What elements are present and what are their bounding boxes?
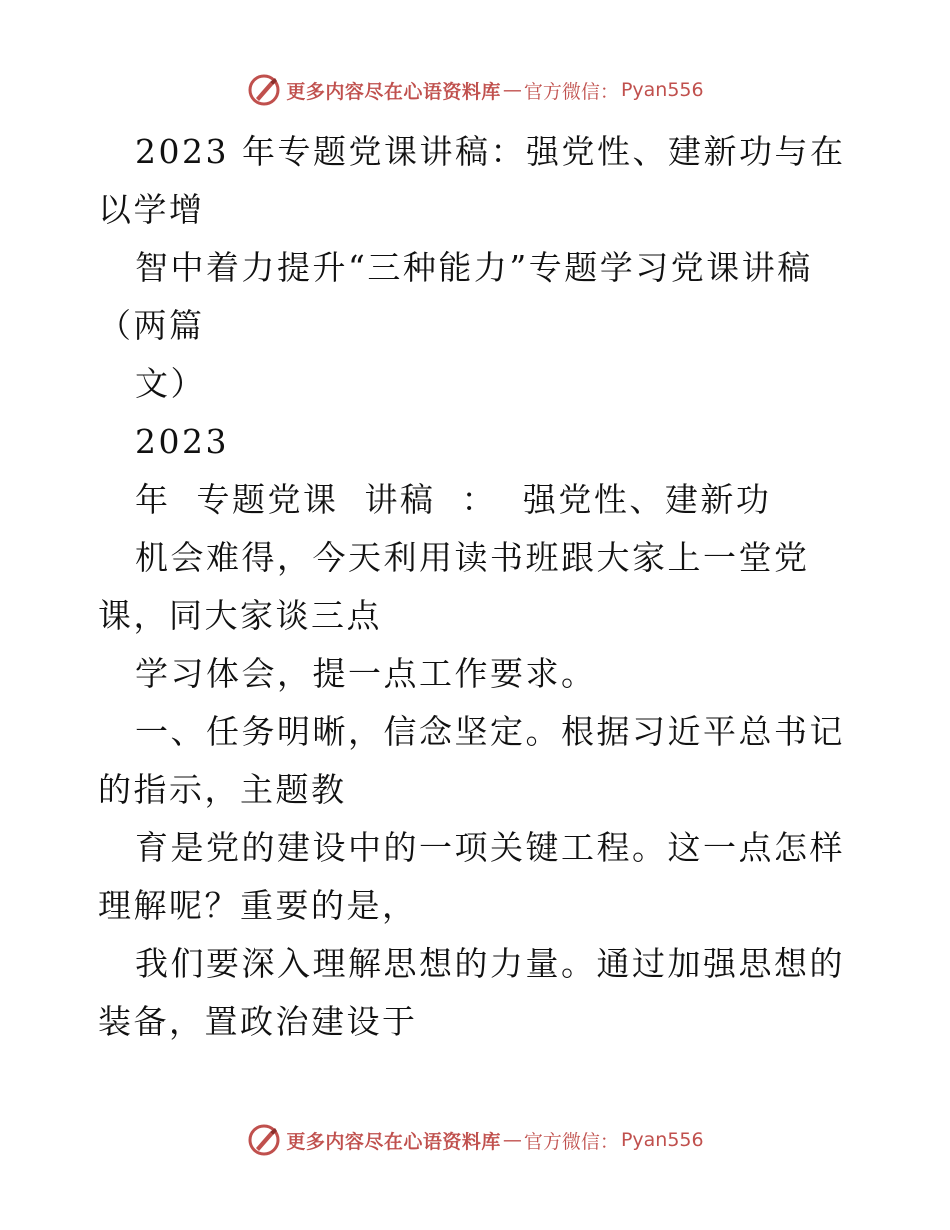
watermark-handle: Pyan556 [620, 79, 704, 101]
watermark-separator: — [502, 1129, 522, 1151]
paragraph: 文） [135, 364, 206, 403]
paragraph: 学习体会，提一点工作要求。 [135, 654, 597, 693]
header-watermark [0, 70, 950, 110]
paragraph: 我们要深入理解思想的力量。通过加强思想的装备，置政治建设于 [98, 944, 845, 1041]
document-body [98, 123, 858, 1051]
pen-logo-icon [246, 1122, 282, 1158]
watermark-label: 官方微信： [523, 80, 619, 103]
footer-watermark [0, 1120, 950, 1160]
paragraph: 2023 年专题党课讲稿：强党性、建新功与在以学增 [98, 132, 846, 229]
paragraph: 机会难得，今天利用读书班跟大家上一堂党课，同大家谈三点 [98, 538, 810, 635]
pen-logo-icon [246, 72, 282, 108]
paragraph: 育是党的建设中的一项关键工程。这一点怎样理解呢？重要的是， [98, 828, 845, 925]
paragraph: 智中着力提升“三种能力”专题学习党课讲稿（两篇 [98, 248, 813, 345]
watermark-handle: Pyan556 [620, 1129, 704, 1151]
watermark-main-text: 更多内容尽在心语资料库 [286, 80, 501, 103]
paragraph: 年 专题党课 讲稿 ： 强党性、建新功 [135, 480, 772, 519]
watermark-main-text: 更多内容尽在心语资料库 [286, 1130, 501, 1153]
paragraph: 一、任务明晰，信念坚定。根据习近平总书记的指示，主题教 [98, 712, 845, 809]
watermark-separator: — [502, 79, 522, 101]
watermark-label: 官方微信： [523, 1130, 619, 1153]
paragraph: 2023 [135, 422, 229, 461]
